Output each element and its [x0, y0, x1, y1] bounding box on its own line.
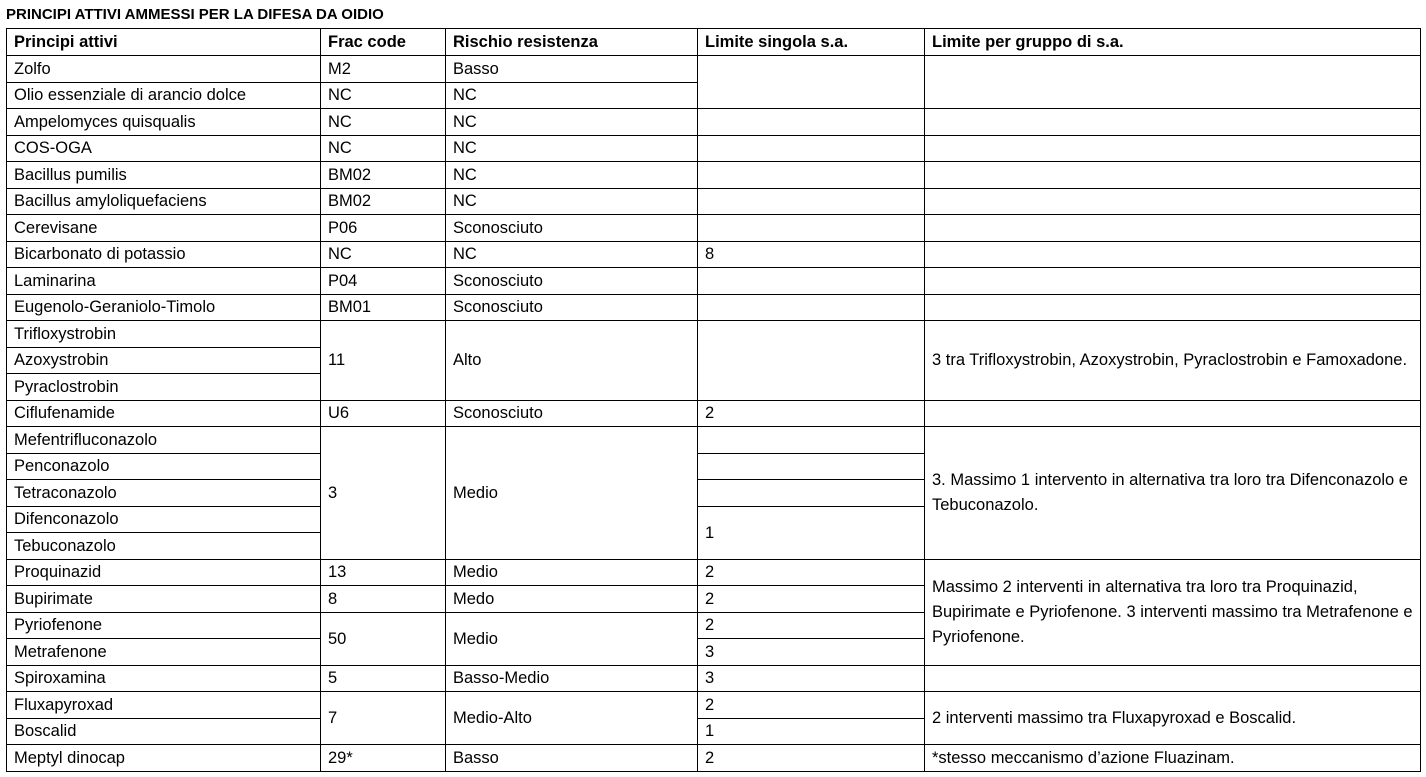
cell-frac: NC	[321, 135, 446, 162]
table-row	[7, 56, 1421, 83]
cell-risk: NC	[446, 241, 698, 268]
cell-name: Metrafenone	[7, 639, 321, 666]
cell-risk: Medo	[446, 586, 698, 613]
cell-single-limit	[698, 109, 925, 136]
cell-risk: NC	[446, 135, 698, 162]
cell-single-limit	[698, 135, 925, 162]
table-row	[7, 400, 1421, 427]
table-row	[7, 321, 1421, 348]
cell-frac: BM02	[321, 188, 446, 215]
cell-risk: Basso-Medio	[446, 665, 698, 692]
cell-name: Cerevisane	[7, 215, 321, 242]
cell-single-limit: 2	[698, 586, 925, 613]
cell-name: Bicarbonato di potassio	[7, 241, 321, 268]
cell-group-limit	[925, 109, 1421, 136]
cell-risk: NC	[446, 82, 698, 109]
table-row	[7, 109, 1421, 136]
cell-risk: NC	[446, 188, 698, 215]
cell-group-limit: Massimo 2 interventi in alternativa tra loro tra Proquinazid, Bupirimate e Pyriofenone. 3 interventi massimo tra Metrafenone e Pyriofenone.	[925, 559, 1421, 665]
col-header-frac-code: Frac code	[321, 29, 446, 56]
table-row	[7, 241, 1421, 268]
cell-frac: 8	[321, 586, 446, 613]
cell-frac: 50	[321, 612, 446, 665]
cell-name: Mefentrifluconazolo	[7, 427, 321, 454]
table-row	[7, 665, 1421, 692]
cell-risk: Sconosciuto	[446, 268, 698, 295]
cell-frac: BM02	[321, 162, 446, 189]
cell-group-limit: 3. Massimo 1 intervento in alternativa tra loro tra Difenconazolo e Tebuconazolo.	[925, 427, 1421, 560]
cell-frac: 29*	[321, 745, 446, 772]
cell-name: Azoxystrobin	[7, 347, 321, 374]
cell-group-limit: 3 tra Trifloxystrobin, Azoxystrobin, Pyraclostrobin e Famoxadone.	[925, 321, 1421, 401]
cell-frac: NC	[321, 241, 446, 268]
cell-single-limit	[698, 188, 925, 215]
cell-group-limit	[925, 56, 1421, 109]
table-row	[7, 188, 1421, 215]
cell-risk: Sconosciuto	[446, 215, 698, 242]
table-row	[7, 559, 1421, 586]
col-header-active-ingredients: Principi attivi	[7, 29, 321, 56]
cell-name: Bupirimate	[7, 586, 321, 613]
cell-single-limit: 2	[698, 692, 925, 719]
table-row	[7, 427, 1421, 454]
cell-name: Trifloxystrobin	[7, 321, 321, 348]
cell-risk: Basso	[446, 745, 698, 772]
cell-frac: P04	[321, 268, 446, 295]
cell-risk: Medio-Alto	[446, 692, 698, 745]
cell-single-limit	[698, 294, 925, 321]
table-row	[7, 162, 1421, 189]
cell-name: Proquinazid	[7, 559, 321, 586]
cell-single-limit	[698, 268, 925, 295]
table-row	[7, 135, 1421, 162]
cell-risk: Medio	[446, 559, 698, 586]
cell-single-limit: 2	[698, 559, 925, 586]
cell-group-limit: *stesso meccanismo d’azione Fluazinam.	[925, 745, 1421, 772]
cell-single-limit: 2	[698, 612, 925, 639]
cell-risk: NC	[446, 162, 698, 189]
cell-frac: 7	[321, 692, 446, 745]
cell-single-limit	[698, 480, 925, 507]
cell-group-limit	[925, 665, 1421, 692]
cell-single-limit: 2	[698, 745, 925, 772]
cell-frac: 3	[321, 427, 446, 560]
cell-single-limit	[698, 56, 925, 109]
col-header-group-limit: Limite per gruppo di s.a.	[925, 29, 1421, 56]
cell-single-limit	[698, 453, 925, 480]
col-header-resistance-risk: Rischio resistenza	[446, 29, 698, 56]
cell-name: Tebuconazolo	[7, 533, 321, 560]
cell-group-limit	[925, 188, 1421, 215]
table-row	[7, 215, 1421, 242]
cell-name: Spiroxamina	[7, 665, 321, 692]
cell-name: Tetraconazolo	[7, 480, 321, 507]
cell-single-limit	[698, 215, 925, 242]
cell-group-limit	[925, 294, 1421, 321]
cell-name: Difenconazolo	[7, 506, 321, 533]
cell-name: Eugenolo-Geraniolo-Timolo	[7, 294, 321, 321]
cell-name: Penconazolo	[7, 453, 321, 480]
cell-name: Meptyl dinocap	[7, 745, 321, 772]
cell-group-limit	[925, 162, 1421, 189]
cell-single-limit	[698, 321, 925, 401]
cell-name: Boscalid	[7, 718, 321, 745]
cell-risk: Medio	[446, 612, 698, 665]
active-ingredients-table	[6, 28, 1421, 772]
cell-group-limit	[925, 400, 1421, 427]
cell-frac: 11	[321, 321, 446, 401]
cell-name: Zolfo	[7, 56, 321, 83]
cell-risk: Sconosciuto	[446, 400, 698, 427]
cell-name: Laminarina	[7, 268, 321, 295]
cell-single-limit: 1	[698, 506, 925, 559]
cell-frac: U6	[321, 400, 446, 427]
cell-frac: P06	[321, 215, 446, 242]
cell-group-limit	[925, 135, 1421, 162]
cell-single-limit: 3	[698, 665, 925, 692]
cell-frac: M2	[321, 56, 446, 83]
cell-single-limit	[698, 162, 925, 189]
cell-group-limit	[925, 268, 1421, 295]
cell-name: Fluxapyroxad	[7, 692, 321, 719]
cell-risk: Sconosciuto	[446, 294, 698, 321]
cell-frac: 5	[321, 665, 446, 692]
cell-name: Pyraclostrobin	[7, 374, 321, 401]
cell-group-limit	[925, 241, 1421, 268]
table-row	[7, 268, 1421, 295]
cell-single-limit: 2	[698, 400, 925, 427]
cell-single-limit	[698, 427, 925, 454]
table-row	[7, 294, 1421, 321]
cell-group-limit: 2 interventi massimo tra Fluxapyroxad e Boscalid.	[925, 692, 1421, 745]
cell-risk: Alto	[446, 321, 698, 401]
cell-frac: NC	[321, 109, 446, 136]
cell-name: Bacillus pumilis	[7, 162, 321, 189]
table-header-row	[7, 29, 1421, 56]
cell-risk: NC	[446, 109, 698, 136]
cell-name: Ciflufenamide	[7, 400, 321, 427]
cell-risk: Basso	[446, 56, 698, 83]
cell-name: Olio essenziale di arancio dolce	[7, 82, 321, 109]
cell-frac: 13	[321, 559, 446, 586]
cell-frac: BM01	[321, 294, 446, 321]
cell-single-limit: 3	[698, 639, 925, 666]
cell-name: Pyriofenone	[7, 612, 321, 639]
col-header-single-limit: Limite singola s.a.	[698, 29, 925, 56]
cell-name: Ampelomyces quisqualis	[7, 109, 321, 136]
table-row	[7, 692, 1421, 719]
cell-risk: Medio	[446, 427, 698, 560]
cell-single-limit: 1	[698, 718, 925, 745]
cell-name: Bacillus amyloliquefaciens	[7, 188, 321, 215]
cell-single-limit: 8	[698, 241, 925, 268]
cell-group-limit	[925, 215, 1421, 242]
cell-name: COS-OGA	[7, 135, 321, 162]
table-row	[7, 745, 1421, 772]
table-title: PRINCIPI ATTIVI AMMESSI PER LA DIFESA DA OIDIO	[6, 6, 384, 23]
cell-frac: NC	[321, 82, 446, 109]
